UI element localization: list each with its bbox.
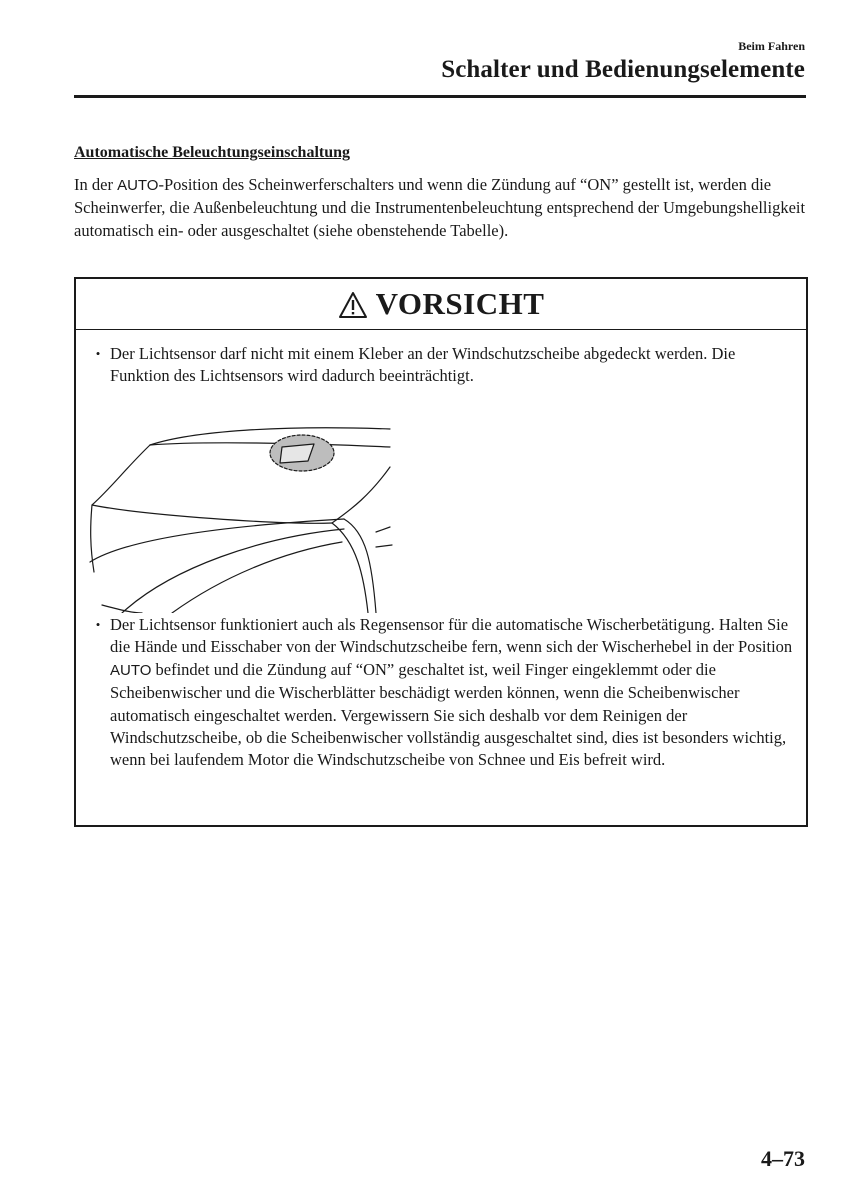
bullet2-text-end: befindet und die Zündung auf “ON” geschaltet ist, weil Finger eingeklemmt oder die Scheibenwischer und die Wischerblätter beschädigt werden können, wenn die Scheibenwischer automatisch eingeschaltet werden. Vergewissern Sie sich deshalb vor dem Reinigen der Windschutzscheibe, ob die Scheibenwischer vollständig ausgeschaltet sind, dies ist besonders wichtig, wenn bei laufendem Motor die Windschutzscheibe von Schnee und Eis befreit wird. (110, 659, 787, 770)
page-number: 4–73 (761, 1146, 805, 1171)
intro-text-end: -Position des Scheinwerferschalters und wenn die Zündung auf “ON” gestellt ist, werden die Scheinwerfer, die Außenbeleuchtung und die Instrumentenbeleuchtung entsprechend der Umgebungshelligkeit automatisch ein- oder ausgeschaltet (siehe obenstehende Tabelle). (74, 175, 806, 240)
auto-position-label: AUTO (117, 177, 159, 194)
intro-paragraph (74, 174, 814, 242)
caution-bullet-2 (86, 614, 798, 772)
auto-position-label: AUTO (110, 661, 152, 679)
caution-bullet-1 (86, 343, 798, 388)
bullet2-text-start: Der Lichtsensor funktioniert auch als Regensensor für die automatische Wischerbetätigung. Halten Sie die Hände und Eisschaber von der Windschutzscheibe fern, wenn sich der Wischerhebel in der Position (110, 615, 793, 657)
section-label: Beim Fahren (738, 39, 805, 53)
caution-title: VORSICHT (375, 286, 545, 321)
subheading: Automatische Beleuchtungseinschaltung (74, 144, 351, 161)
header-rule (74, 95, 806, 98)
caution-header (76, 279, 806, 330)
bullet-dot: • (95, 617, 101, 632)
caution-bullet-text: Der Lichtsensor darf nicht mit einem Kleber an der Windschutzscheibe abgedeckt werden. Die Funktion des Lichtsensors wird dadurch beeinträchtigt. (110, 344, 736, 386)
bullet-dot: • (95, 346, 101, 361)
windshield-sensor-illustration (82, 417, 398, 613)
intro-text-start: In der (74, 175, 118, 194)
caution-bullet-text (110, 614, 798, 772)
caution-box (74, 277, 808, 827)
chapter-title: Schalter und Bedienungselemente (441, 56, 805, 83)
warning-triangle-icon (338, 291, 368, 319)
